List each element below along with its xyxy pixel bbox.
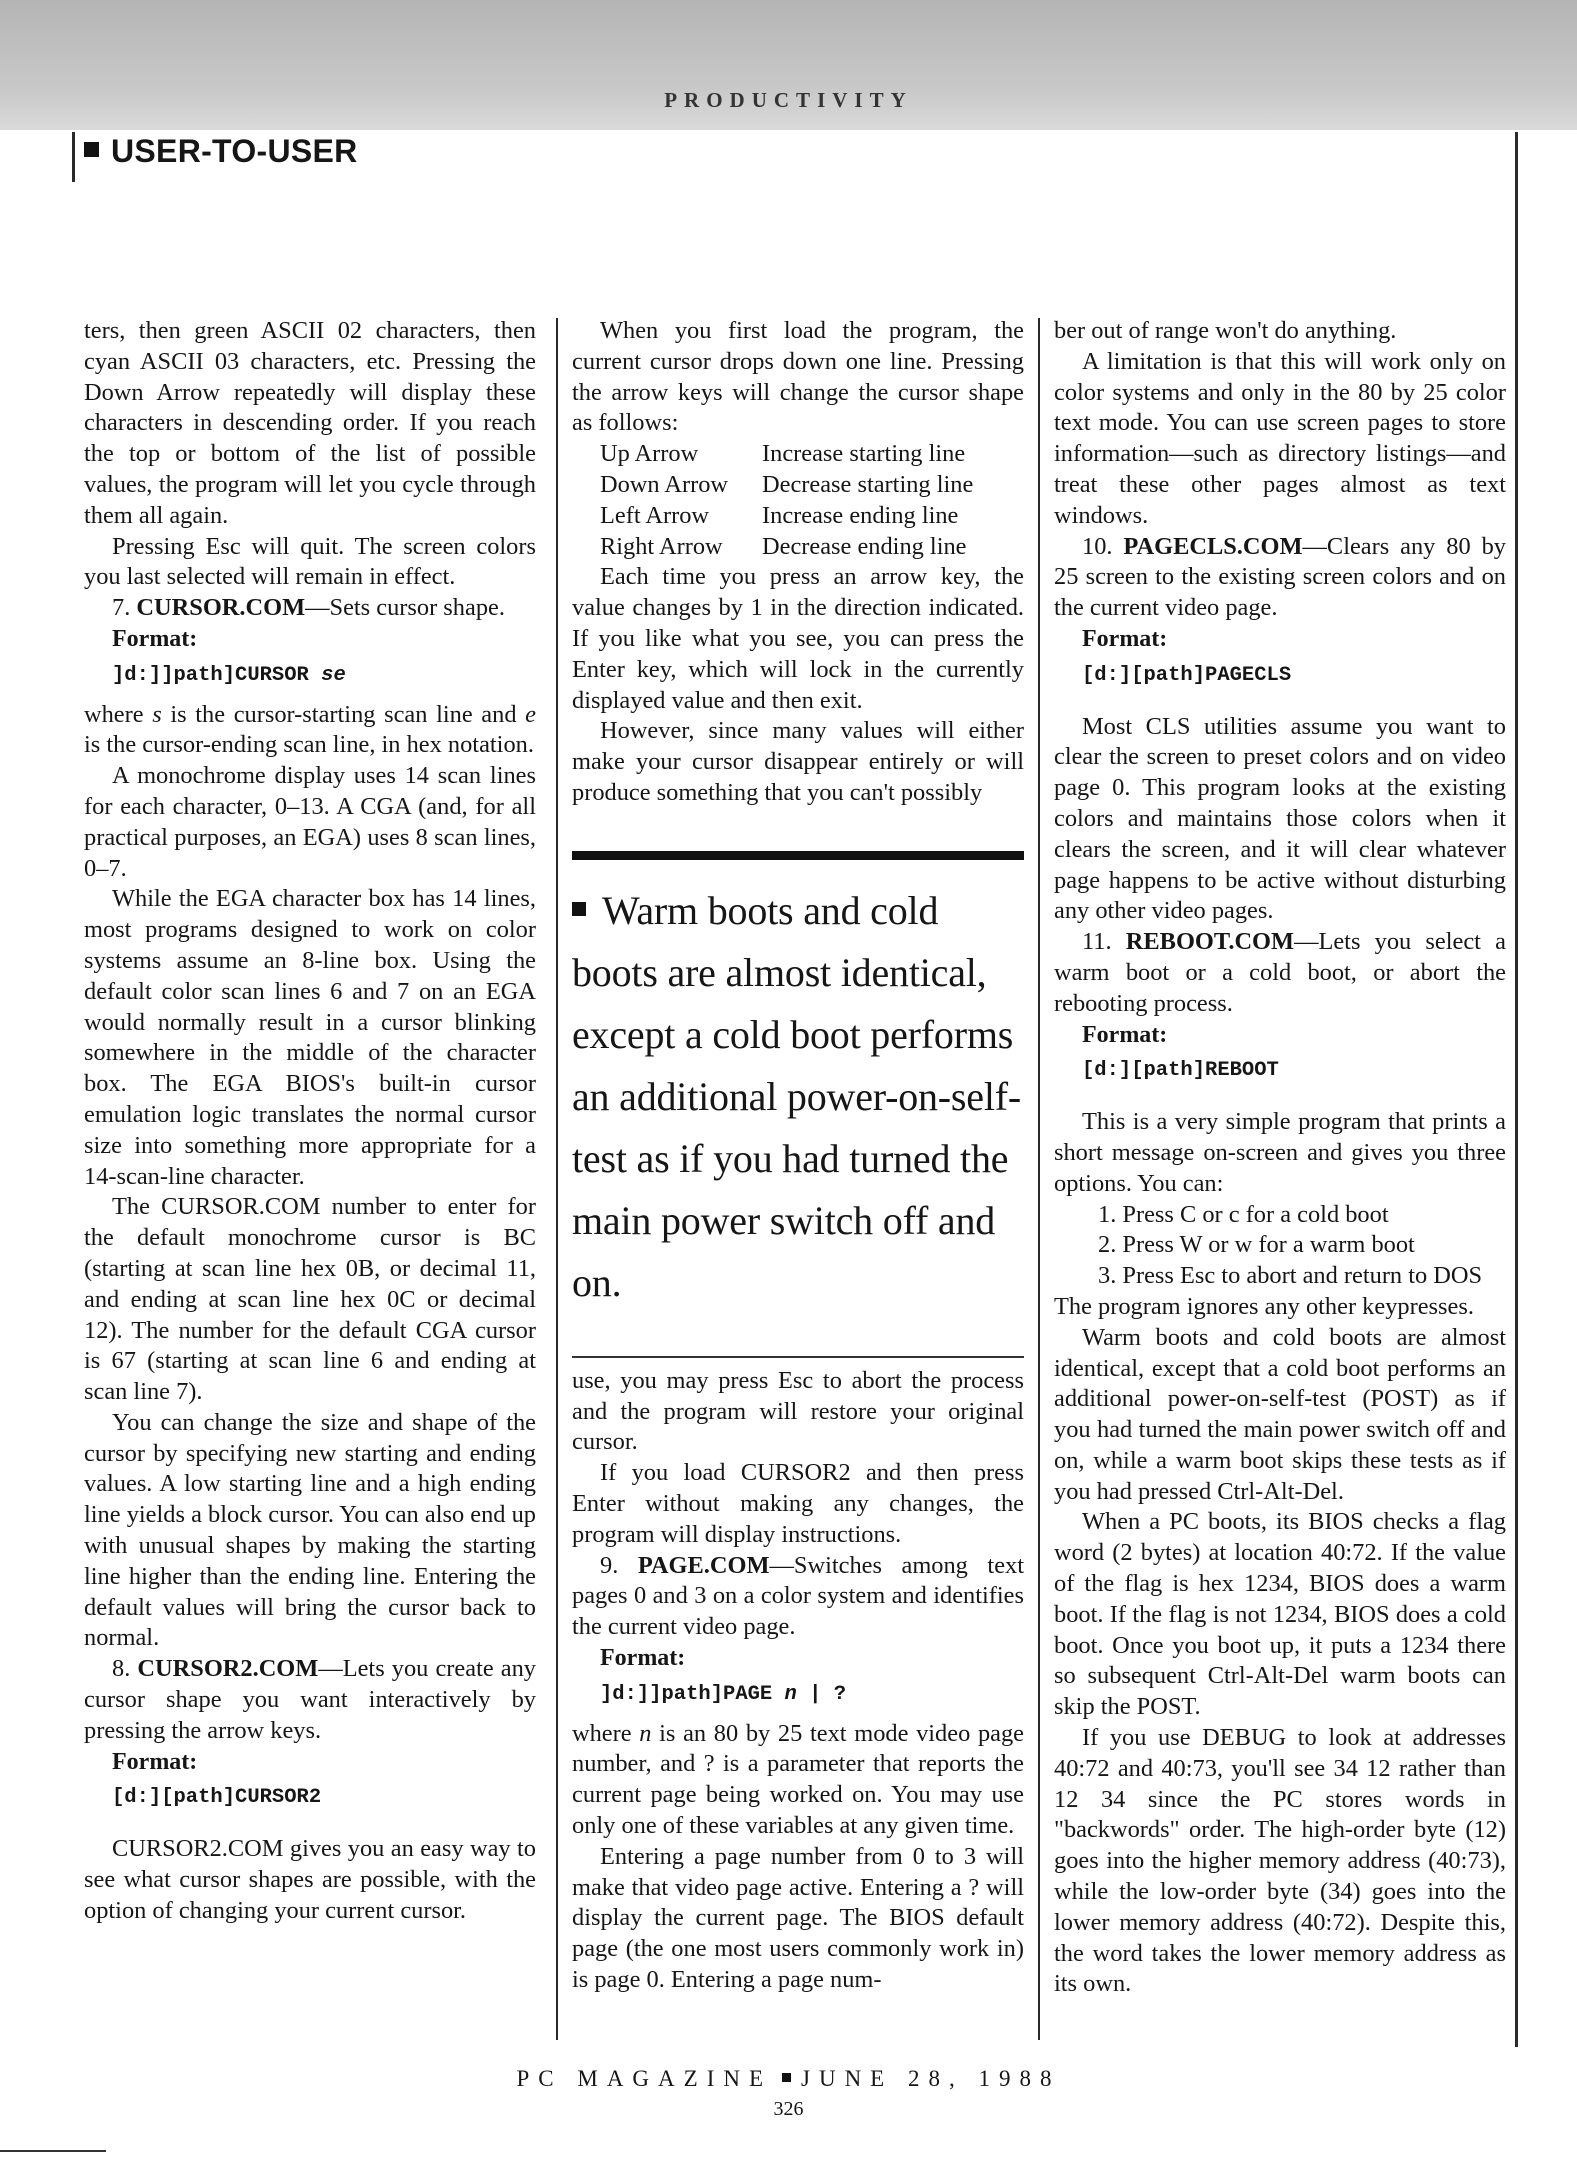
column-1: [84, 316, 536, 2046]
list-item: 3. Press Esc to abort and return to DOS: [1098, 1262, 1483, 1290]
paragraph: You can change the size and shape of the cursor by specifying new starting and ending values. A low starting line and a high ending line yields a block cursor. You can also end up with unusual shapes by making the starting line higher than the ending line. Entering the default values will bring the cursor back to normal.: [84, 1408, 536, 1652]
table-row: Down Arrow Decrease starting line: [600, 470, 974, 498]
column-divider-1: [556, 318, 558, 2040]
paragraph: If you load CURSOR2 and then press Enter without making any changes, the program will display instructions.: [572, 1459, 1024, 1548]
table-row: Up Arrow Increase starting line: [600, 440, 966, 468]
format-syntax: ]d:]]path]PAGE n | ?: [600, 1682, 847, 1706]
magazine-name: PC MAGAZINE: [516, 2066, 773, 2091]
program-name: CURSOR.COM: [136, 594, 306, 622]
paragraph: Each time you press an arrow key, the value changes by 1 in the direction indicated. If you like what you see, you can press the Enter key, which will lock in the currently displayed value and then exit.: [572, 563, 1024, 714]
page-footer: [0, 2066, 1577, 2092]
table-row: Right Arrow Decrease ending line: [600, 532, 967, 560]
column-2: [572, 316, 1024, 2046]
paragraph: where n is an 80 by 25 text mode video page number, and ? is a parameter that reports the current page being worked on. You may use only one of these variables at any given time.: [572, 1719, 1024, 1839]
paragraph: use, you may press Esc to abort the process and the program will restore your original cursor.: [572, 1366, 1024, 1456]
options-list: [1098, 1200, 1506, 1292]
item-7-heading: 7. CURSOR.COM—Sets cursor shape.: [112, 594, 505, 622]
paragraph: where s is the cursor-starting scan line and e is the cursor-ending scan line, in hex notation.: [84, 700, 536, 759]
paragraph: When you first load the program, the current cursor drops down one line. Pressing the arrow keys will change the cursor shape as follows:: [572, 317, 1024, 437]
paragraph: Entering a page number from 0 to 3 will make that video page active. Entering a ? will display the current page. The BIOS default page (the one most users commonly work in) is page 0. Entering a page num-: [572, 1842, 1024, 1993]
program-name: PAGECLS.COM: [1123, 532, 1303, 560]
pullquote: Warm boots and cold boots are almost identical, except a cold boot performs an additional power-on-self-test as if you had turned the main power switch off and on.: [572, 887, 1021, 1305]
arrow-key-table: [600, 439, 973, 562]
table-row: Left Arrow Increase ending line: [600, 501, 959, 529]
format-label: Format:: [112, 1748, 198, 1775]
paragraph: The CURSOR.COM number to enter for the default monochrome cursor is BC (starting at scan line hex 0B, or decimal 11, and ending at scan line hex 0C or decimal 12). The number for the default CGA cursor is 67 (starting at scan line 6 and ending at scan line 7).: [84, 1193, 536, 1406]
paragraph: ters, then green ASCII 02 characters, then cyan ASCII 03 characters, etc. Pressing the Down Arrow repeatedly will display these characters in descending order. If you reach the top or bottom of the list of possible values, the program will let you cycle through them all again.: [84, 317, 536, 529]
paragraph: Pressing Esc will quit. The screen colors you last selected will remain in effect.: [84, 532, 536, 591]
paragraph: However, since many values will either make your cursor disappear entirely or will produce something that you can't possibly: [572, 717, 1024, 806]
frame-right-rule: [1515, 132, 1518, 2047]
section-label: PRODUCTIVITY: [664, 88, 913, 112]
paragraph: ber out of range won't do anything.: [1054, 317, 1397, 344]
column-3: [1054, 316, 1506, 2046]
program-name: REBOOT.COM: [1125, 928, 1295, 956]
paragraph: When a PC boots, its BIOS checks a flag word (2 bytes) at location 40:72. If the value of the flag is hex 1234, BIOS does a warm boot. If the flag is not 1234, BIOS does a cold boot. Once you boot up, it puts a 1234 there so subsequent Ctrl-Alt-Del warm boots can skip the POST.: [1054, 1508, 1506, 1721]
program-name: PAGE.COM: [637, 1551, 770, 1579]
format-syntax: [d:][path]CURSOR2: [112, 1786, 322, 1810]
bullet-square-icon: [782, 2073, 791, 2082]
item-9-heading: 9. PAGE.COM—Switches among text pages 0 and 3 on a color system and identifies the current video page.: [572, 1551, 1024, 1641]
frame-left-rule: [72, 132, 75, 182]
format-label: Format:: [1082, 625, 1168, 652]
page-number: 326: [773, 2098, 804, 2120]
paragraph: CURSOR2.COM gives you an easy way to see what cursor shapes are possible, with the option of changing your current cursor.: [84, 1835, 536, 1924]
bottom-edge-rule: [0, 2150, 106, 2152]
bullet-square-icon: [572, 902, 586, 916]
column-divider-2: [1038, 318, 1040, 2040]
department-header: [84, 133, 358, 170]
pullquote-top-rule: [572, 851, 1024, 860]
list-item: 1. Press C or c for a cold boot: [1098, 1200, 1389, 1228]
paragraph: The program ignores any other keypresses.: [1054, 1292, 1474, 1320]
item-8-heading: 8. CURSOR2.COM—Lets you create any cursor shape you want interactively by pressing the arrow keys.: [84, 1655, 536, 1744]
paragraph: This is a very simple program that prints a short message on-screen and gives you three options. You can:: [1054, 1108, 1506, 1197]
item-10-heading: 10. PAGECLS.COM—Clears any 80 by 25 screen to the existing screen colors and on the current video page.: [1054, 532, 1506, 622]
paragraph: While the EGA character box has 14 lines, most programs designed to work on color systems assume an 8-line box. Using the default color scan lines 6 and 7 on an EGA would normally result in a cursor blinking somewhere in the middle of the character box. The EGA BIOS's built-in cursor emulation logic translates the normal cursor size into something more appropriate for a 14-scan-line character.: [84, 885, 536, 1190]
paragraph: A limitation is that this will work only on color systems and only in the 80 by 25 color text mode. You can use screen pages to store information—such as directory listings—and treat these other pages almost as text windows.: [1054, 347, 1506, 529]
bullet-square-icon: [84, 142, 99, 157]
paragraph: Warm boots and cold boots are almost identical, except that a cold boot performs an additional power-on-self-test (POST) as if you had turned the main power switch off and on, while a warm boot skips these tests as if you had pressed Ctrl-Alt-Del.: [1054, 1323, 1506, 1505]
paragraph: A monochrome display uses 14 scan lines for each character, 0–13. A CGA (and, for all practical purposes, an EGA) uses 8 scan lines, 0–7.: [84, 762, 536, 882]
paragraph: If you use DEBUG to look at addresses 40:72 and 40:73, you'll see 34 12 rather than 12 34 since the PC stores words in "backwords" order. The high-order byte (12) goes into the higher memory address (40:73), while the low-order byte (34) goes into the lower memory address (40:72). Despite this, the word takes the lower memory address as its own.: [1054, 1724, 1506, 1998]
format-syntax: [d:][path]PAGECLS: [1082, 663, 1292, 687]
header-text: USER-TO-USER: [111, 133, 358, 169]
issue-date: JUNE 28, 1988: [801, 2066, 1061, 2091]
program-name: CURSOR2.COM: [137, 1655, 319, 1683]
format-syntax: [d:][path]REBOOT: [1082, 1059, 1279, 1083]
paragraph: Most CLS utilities assume you want to clear the screen to preset colors and on video page 0. This program looks at the existing colors and maintains those colors when it clears the screen, and it will clear whatever page happens to be active without disturbing any other video pages.: [1054, 712, 1506, 925]
format-label: Format:: [600, 1644, 686, 1671]
format-syntax: ]d:]]path]CURSOR se: [112, 663, 346, 687]
list-item: 2. Press W or w for a warm boot: [1098, 1231, 1415, 1259]
format-label: Format:: [112, 625, 198, 652]
item-11-heading: 11. REBOOT.COM—Lets you select a warm boot or a cold boot, or abort the rebooting process.: [1054, 928, 1506, 1017]
format-label: Format:: [1082, 1021, 1168, 1048]
pullquote-bottom-rule: [572, 1356, 1024, 1358]
